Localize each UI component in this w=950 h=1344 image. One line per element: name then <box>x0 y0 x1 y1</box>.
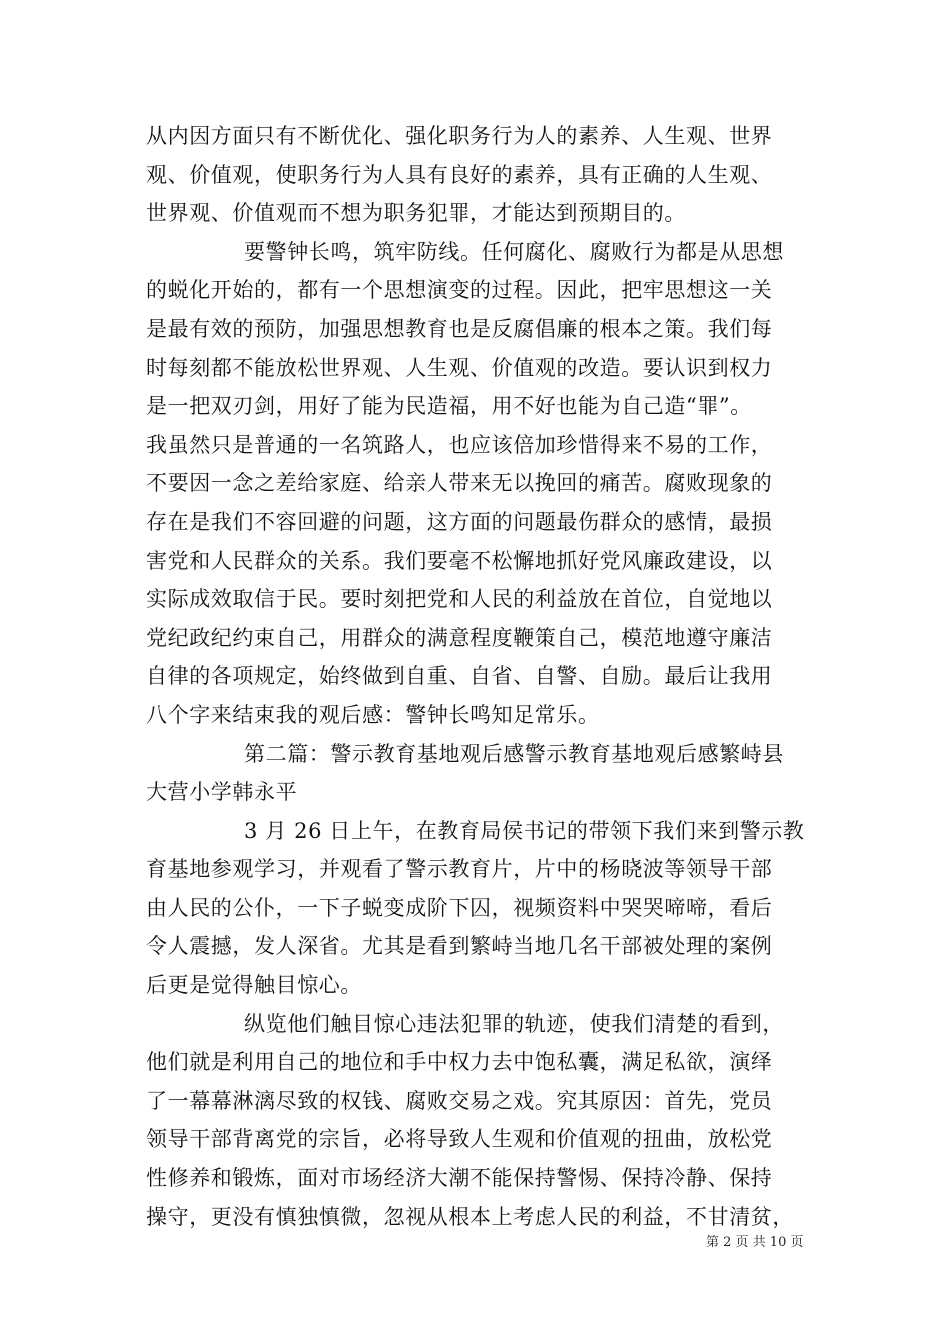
text-line: 大营小学韩永平 <box>146 780 298 805</box>
text-line: 性修养和锻炼，面对市场经济大潮不能保持警惕、保持冷静、保持 <box>146 1166 773 1191</box>
text-line: 实际成效取信于民。要时刻把党和人民的利益放在首位，自觉地以 <box>146 587 773 612</box>
paragraph-3 <box>146 812 822 1005</box>
text-line: 党纪政纪约束自己，用群众的满意程度鞭策自己，模范地遵守廉洁 <box>146 625 773 650</box>
text-line: 观、价值观，使职务行为人具有良好的素养，具有正确的人生观、 <box>146 162 773 187</box>
text-line: 由人民的公仆，一下子蜕变成阶下囚，视频资料中哭哭啼啼，看后 <box>146 895 773 920</box>
text-line: 存在是我们不容回避的问题，这方面的问题最伤群众的感情，最损 <box>146 509 773 534</box>
text-line: 纵览他们触目惊心违法犯罪的轨迹，使我们清楚的看到， <box>244 1011 784 1036</box>
page-number-footer <box>706 1234 803 1252</box>
document-body <box>146 117 822 1236</box>
paragraph-2 <box>146 233 822 735</box>
text-line: 3 月 26 日上午，在教育局侯书记的带领下我们来到警示教 <box>244 818 805 843</box>
text-line: 了一幕幕淋漓尽致的权钱、腐败交易之戏。究其原因：首先，党员 <box>146 1088 773 1113</box>
text-line: 他们就是利用自己的地位和手中权力去中饱私囊，满足私欲，演绎 <box>146 1050 773 1075</box>
text-line: 从内因方面只有不断优化、强化职务行为人的素养、人生观、世界 <box>146 124 773 148</box>
paragraph-1 <box>146 117 822 233</box>
text-line: 第二篇：警示教育基地观后感警示教育基地观后感繁峙县 <box>244 741 784 766</box>
section-heading <box>146 735 822 812</box>
text-line: 不要因一念之差给家庭、给亲人带来无以挽回的痛苦。腐败现象的 <box>146 471 773 496</box>
text-line: 害党和人民群众的关系。我们要毫不松懈地抓好党风廉政建设，以 <box>146 548 773 573</box>
text-line: 我虽然只是普通的一名筑路人，也应该倍加珍惜得来不易的工作， <box>146 432 773 457</box>
text-line: 是最有效的预防，加强思想教育也是反腐倡廉的根本之策。我们每 <box>146 316 773 341</box>
text-line: 令人震撼，发人深省。尤其是看到繁峙当地几名干部被处理的案例 <box>146 934 773 959</box>
text-line: 自律的各项规定，始终做到自重、自省、自警、自励。最后让我用 <box>146 664 773 689</box>
text-line: 时每刻都不能放松世界观、人生观、价值观的改造。要认识到权力 <box>146 355 773 380</box>
text-line: 的蜕化开始的，都有一个思想演变的过程。因此，把牢思想这一关 <box>146 278 773 303</box>
text-line: 是一把双刃剑，用好了能为民造福，用不好也能为自己造“罪”。 <box>146 394 752 419</box>
text-line: 八个字来结束我的观后感：警钟长鸣知足常乐。 <box>146 702 600 727</box>
paragraph-4 <box>146 1005 822 1237</box>
text-line: 后更是觉得触目惊心。 <box>146 973 362 998</box>
text-line: 要警钟长鸣，筑牢防线。任何腐化、腐败行为都是从思想 <box>244 239 784 264</box>
page-number-label: 第 2 页 共 10 页 <box>706 1235 804 1250</box>
text-line: 操守，更没有慎独慎微，忽视从根本上考虑人民的利益，不甘清贫， <box>146 1204 794 1229</box>
text-line: 领导干部背离党的宗旨，必将导致人生观和价值观的扭曲，放松党 <box>146 1127 773 1152</box>
text-line: 世界观、价值观而不想为职务犯罪，才能达到预期目的。 <box>146 201 686 226</box>
text-line: 育基地参观学习，并观看了警示教育片，片中的杨晓波等领导干部 <box>146 857 773 882</box>
